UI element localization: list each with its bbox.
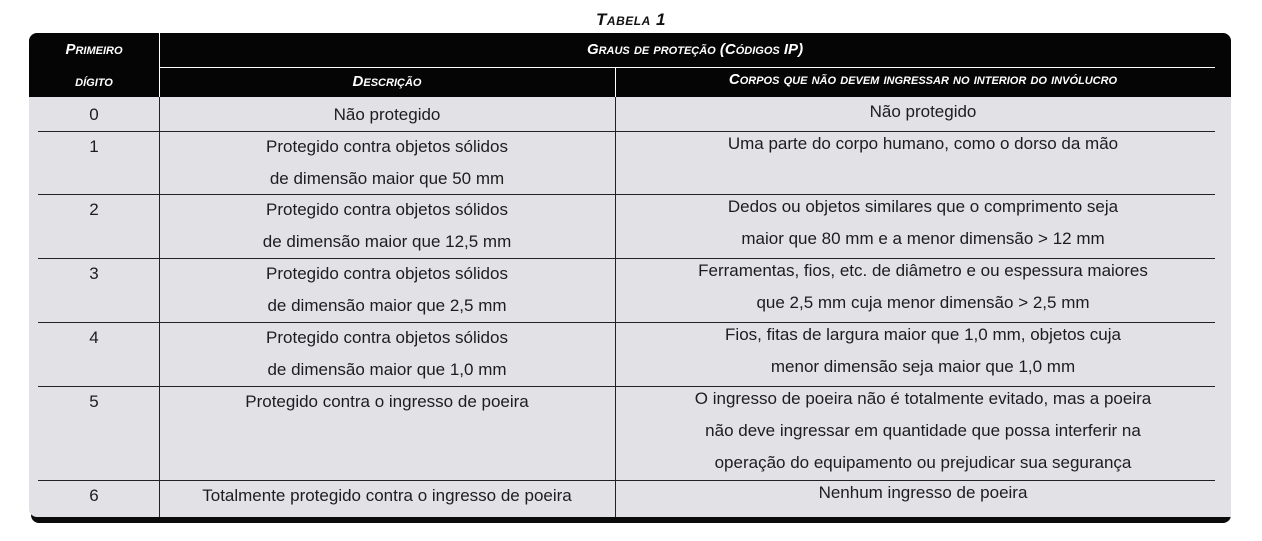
digit-cell: 3 [89, 264, 99, 283]
description-line: Protegido contra objetos sólidos [266, 137, 508, 156]
table-row [29, 322, 1231, 386]
description-line: de dimensão maior que 2,5 mm [267, 296, 507, 315]
bodies-cell [615, 255, 1231, 319]
table-row [29, 194, 1231, 258]
description-line: de dimensão maior que 50 mm [269, 169, 505, 188]
table-row [29, 131, 1231, 194]
digit-cell: 4 [89, 328, 99, 347]
description-line: Protegido contra objetos sólidos [266, 264, 508, 283]
digit-cell: 5 [89, 392, 99, 411]
bodies-line: Dedos ou objetos similares que o comprimento seja [727, 197, 1119, 216]
description-line: Não protegido [333, 105, 441, 124]
bodies-line: Não protegido [869, 102, 977, 121]
bodies-line: menor dimensão seja maior que 1,0 mm [770, 357, 1076, 376]
bodies-line: Fios, fitas de largura maior que 1,0 mm, objetos cuja [725, 325, 1121, 344]
bodies-line: maior que 80 mm e a menor dimensão > 12 mm [741, 229, 1105, 248]
table-row [29, 386, 1231, 480]
header-descricao: Descrição [352, 73, 422, 90]
description-cell [159, 480, 615, 512]
header-primeiro: Primeiro [65, 41, 123, 58]
bodies-line: que 2,5 mm cuja menor dimensão > 2,5 mm [756, 293, 1090, 312]
ip-codes-table [29, 33, 1231, 517]
digit-cell: 2 [89, 200, 99, 219]
description-line: Totalmente protegido contra o ingresso de poeira [202, 486, 572, 505]
bodies-line: não deve ingressar em quantidade que possa interferir na [705, 421, 1141, 440]
bodies-cell [615, 191, 1231, 255]
table-row [29, 480, 1231, 516]
bodies-cell [615, 319, 1231, 383]
description-cell [159, 194, 615, 258]
description-line: Protegido contra o ingresso de poeira [245, 392, 529, 411]
header-digito: dígito [75, 73, 113, 90]
bodies-line: operação do equipamento ou prejudicar sua segurança [714, 453, 1132, 472]
digit-cell: 1 [89, 137, 99, 156]
description-line: Protegido contra objetos sólidos [266, 328, 508, 347]
bodies-line: Ferramentas, fios, etc. de diâmetro e ou espessura maiores [698, 261, 1148, 280]
table-row [29, 258, 1231, 322]
description-line: Protegido contra objetos sólidos [266, 200, 508, 219]
description-cell [159, 322, 615, 386]
header-group-title: Graus de proteção (Códigos IP) [586, 41, 804, 58]
table-row [29, 99, 1231, 131]
bodies-cell [615, 477, 1231, 509]
description-line: de dimensão maior que 1,0 mm [267, 360, 507, 379]
description-cell [159, 131, 615, 195]
bodies-line: O ingresso de poeira não é totalmente evitado, mas a poeira [694, 389, 1152, 408]
table-caption: Tabela 1 [596, 10, 666, 29]
bodies-cell [615, 128, 1231, 160]
description-cell [159, 99, 615, 131]
bodies-line: Nenhum ingresso de poeira [818, 483, 1028, 502]
description-cell [159, 258, 615, 322]
description-cell [159, 386, 615, 418]
bodies-line: Uma parte do corpo humano, como o dorso da mão [727, 134, 1119, 153]
header-rule [159, 67, 1215, 68]
bodies-cell [615, 96, 1231, 128]
digit-cell: 0 [89, 105, 99, 124]
digit-cell: 6 [89, 486, 99, 505]
bodies-cell [615, 383, 1231, 479]
table-header [29, 33, 1231, 97]
header-corpos: Corpos que não devem ingressar no interior do invólucro [728, 71, 1118, 88]
description-line: de dimensão maior que 12,5 mm [262, 232, 512, 251]
